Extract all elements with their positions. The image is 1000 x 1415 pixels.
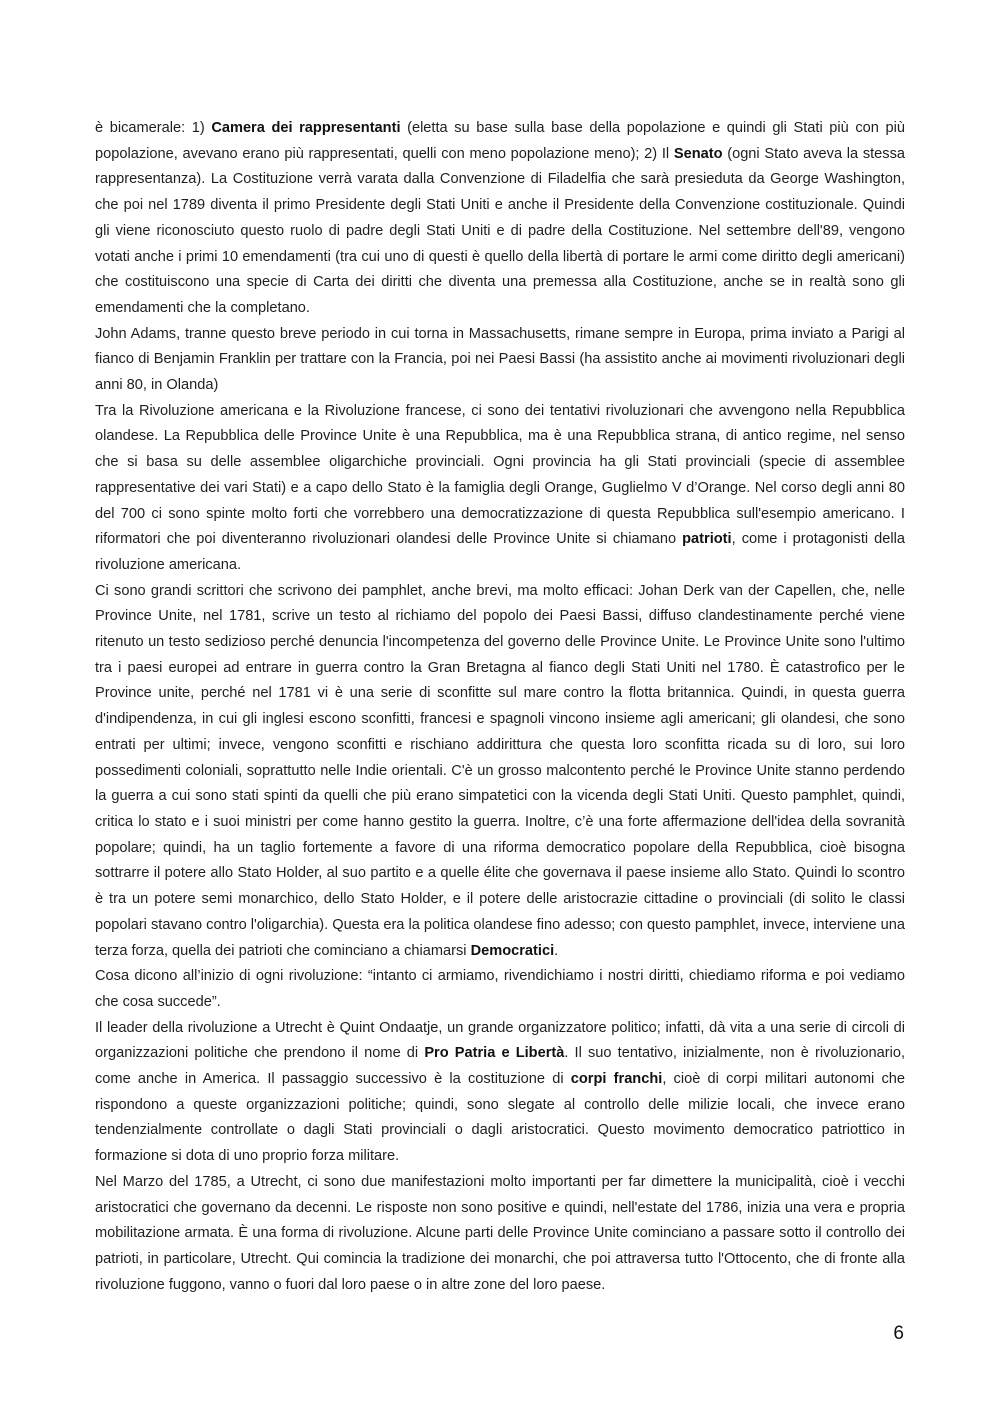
paragraph-pamphlet xyxy=(95,579,905,965)
text-run: Il leader della rivoluzione a Utrecht è Quint Ondaatje, un grande organizzatore politico; infatti, dà vita a una serie di circoli di organizzazioni politiche che prendono il nome di xyxy=(95,1019,905,1062)
text-run: Nel Marzo del 1785, a Utrecht, ci sono due manifestazioni molto importanti per far dimettere la municipalità, cioè i vecchi aristocratici che governano da decenni. Le risposte non sono positive e quindi, nell'estate del 1786, inizia una vera e propria mobilitazione armata. È una forma di rivoluzione. Alcune parti delle Province Unite cominciano a passare sotto il controllo dei patrioti, in particolare, Utrecht. Qui comincia la tradizione dei monarchi, che poi attraversa tutto l'Ottocento, che di fronte alla rivoluzione fuggono, vanno o fuori dal loro paese o in altre zone del loro paese. xyxy=(95,1173,905,1293)
bold-term-pro-patria: Pro Patria e Libertà xyxy=(424,1045,565,1062)
paragraph-1785 xyxy=(95,1170,905,1299)
bold-term-democratici: Democratici xyxy=(470,942,555,959)
bold-term-camera: Camera dei rappresentanti xyxy=(211,120,401,136)
text-run: Tra la Rivoluzione americana e la Rivoluzione francese, ci sono dei tentativi rivoluzionari che avvengono nella Repubblica olandese. La Repubblica delle Province Unite è una Repubblica, ma è una Repubblica strana, di antico regime, nel senso che si basa su delle assemblee oligarchiche provinciali. Ogni provincia ha gli Stati provinciali (specie di assemblee rappresentative dei vari Stati) e a capo dello Stato è la famiglia degli Orange, Guglielmo V d’Orange. Nel corso degli anni 80 del 700 ci sono spinte molto forti che vorrebbero una democratizzazione di questa Repubblica sull'esempio americano. I riformatori che poi diventeranno rivoluzionari olandesi delle Province Unite si chiamano xyxy=(95,402,905,548)
text-run: John Adams, tranne questo breve periodo in cui torna in Massachusetts, rimane sempre in Europa, prima inviato a Parigi al fianco di Benjamin Franklin per trattare con la Francia, poi nei Paesi Bassi (ha assistito anche ai movimenti rivoluzionari degli anni 80, in Olanda) xyxy=(95,325,905,394)
paragraph-bicameral xyxy=(95,116,905,322)
document-body xyxy=(95,116,905,1298)
text-run: Cosa dicono all’inizio di ogni rivoluzione: “intanto ci armiamo, rivendichiamo i nostri diritti, chiediamo riforma e poi vediamo che cosa succede”. xyxy=(95,968,905,1010)
bold-term-patrioti: patrioti xyxy=(682,531,732,548)
text-run: , come i protagonisti della rivoluzione americana. xyxy=(95,531,905,573)
bold-term-corpi-franchi: corpi franchi xyxy=(570,1071,663,1088)
paragraph-john-adams xyxy=(95,322,905,399)
text-run: . xyxy=(554,942,559,959)
text-run: . Il suo tentativo, inizialmente, non è rivoluzionario, come anche in America. Il passaggio successivo è la costituzione di xyxy=(95,1045,906,1088)
paragraph-utrecht-leader xyxy=(95,1016,905,1170)
text-run: (eletta su base sulla base della popolazione e quindi gli Stati più con più popolazione, avevano erano più rappresentati, quelli con meno popolazione meno); 2) Il xyxy=(95,120,905,162)
paragraph-quote xyxy=(95,964,905,1015)
text-run: , cioè di corpi militari autonomi che rispondono a queste organizzazioni politiche; quindi, sono slegate al controllo delle milizie locali, che invece erano tendenzialmente controllate o dagli Stati provinciali o dagli aristocratici. Questo movimento democratico patriottico in formazione si dota di uno proprio forza militare. xyxy=(95,1071,905,1165)
text-run: (ogni Stato aveva la stessa rappresentanza). La Costituzione verrà varata dalla Convenzione di Filadelfia che sarà presieduta da George Washington, che poi nel 1789 diventa il primo Presidente degli Stati Uniti e anche il Presidente della Convenzione costituzionale. Quindi gli viene riconosciuto questo ruolo di padre degli Stati Uniti e di padre della Costituzione. Nel settembre dell'89, vengono votati anche i primi 10 emendamenti (tra cui uno di questi è quello della libertà di portare le armi come diritto degli americani) che costituiscono una specie di Carta dei diritti che diventa una premessa alla Costituzione, anche se in realtà sono gli emendamenti che la completano. xyxy=(95,145,906,316)
text-run: è bicamerale: 1) xyxy=(95,120,212,136)
text-run: Ci sono grandi scrittori che scrivono dei pamphlet, anche brevi, ma molto efficaci: Johan Derk van der Capellen, che, nelle Province Unite, nel 1781, scrive un testo al richiamo del popolo dei Paesi Bassi, diffuso clandestinamente perché viene ritenuto un testo sedizioso perché denuncia l'incompetenza del governo delle Province Unite. Le Province Unite sono l'ultimo tra i paesi europei ad entrare in guerra contro la Gran Bretagna al fianco degli Stati Uniti nel 1780. È catastrofico per le Province unite, perché nel 1781 vi è una serie di sconfitte sul mare contro la flotta britannica. Quindi, in questa guerra d'indipendenza, in cui gli inglesi escono sconfitti, francesi e spagnoli vincono insieme agli americani; gli olandesi, che sono entrati per ultimi; invece, vengono sconfitti e rischiano addirittura che questa loro sconfitta ricada su di loro, sui loro possedimenti coloniali, soprattutto nelle Indie orientali. C'è un grosso malcontento perché le Province Unite stanno perdendo la guerra a cui sono stati spinti da quelli che più erano simpatetici con la vicenda degli Stati Uniti. Questo pamphlet, quindi, critica lo stato e i suoi ministri per come hanno gestito la guerra. Inoltre, c’è una forte affermazione dell'idea della sovranità popolare; quindi, ha un taglio fortemente a favore di una riforma democratico popolare della Repubblica, cioè bisogna sottrarre il potere allo Stato Holder, al suo partito e a quelle élite che governava il paese insieme allo Stato. Quindi lo scontro è tra un potere semi monarchico, dello Stato Holder, e il potere delle aristocrazie cittadine o provinciali (di solito le classi popolari stavano contro l'oligarchia). Questa era la politica olandese fino adesso; con questo pamphlet, invece, interviene una terza forza, quella dei patrioti che cominciano a chiamarsi xyxy=(95,582,905,959)
paragraph-dutch-republic xyxy=(95,399,905,579)
bold-term-senato: Senato xyxy=(673,145,723,162)
page-number: 6 xyxy=(893,1323,904,1344)
